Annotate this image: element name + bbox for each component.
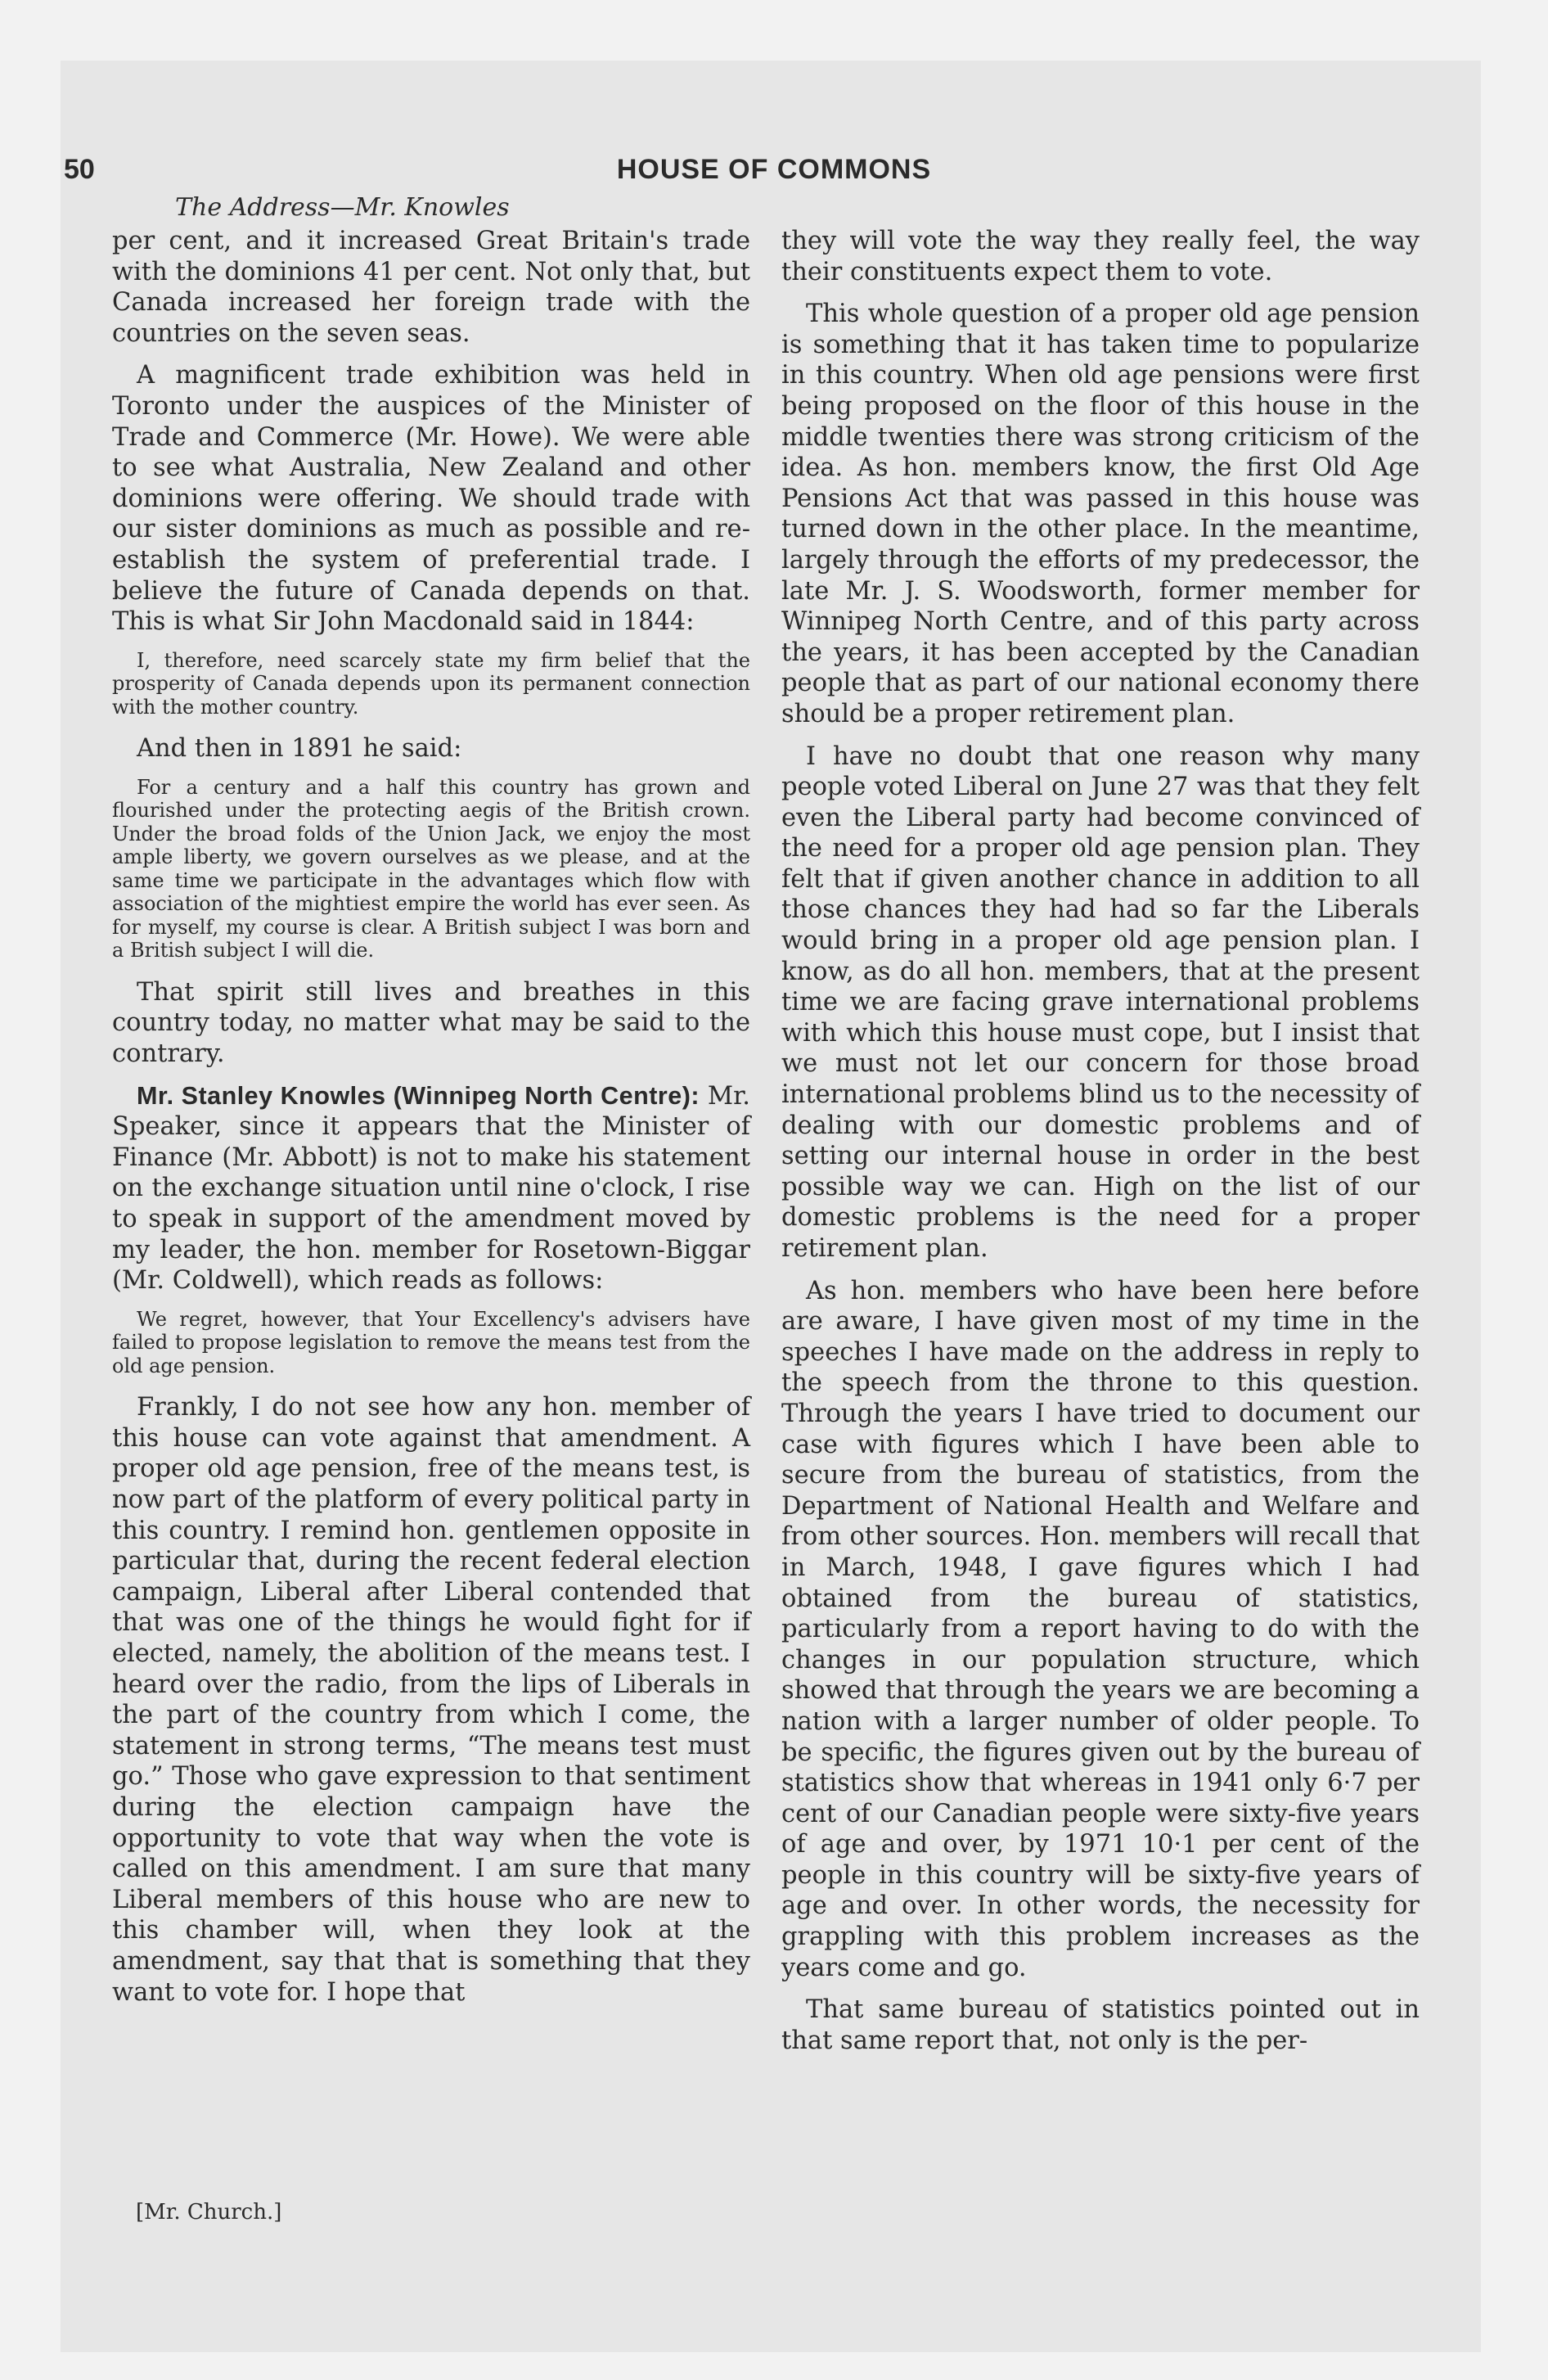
paragraph: per cent, and it increased Great Britain's trade with the dominions 41 per cent. Not only that, but Canada increased her foreign trade with the countries on the seven seas. [112, 227, 750, 348]
speech-text: Mr. Speaker, since it appears that the Minister of Finance (Mr. Abbott) is not to make his statement on the exchange situation until nine o'clock, I rise to speak in support of the amendment moved by my leader, the hon. member for Rosetown-Biggar (Mr. Coldwell), which reads as follows: [112, 1081, 750, 1296]
paragraph: I have no doubt that one reason why many people voted Liberal on June 27 was that they felt even the Liberal party had become convinced of the need for a proper old age pension plan. They felt that if given another chance in addition to all those chances they had had so far the Liberals would bring in a proper old age pension plan. I know, as do all hon. members, that at the present time we are facing grave international problems with which this house must cope, but I insist that we must not let our concern for those broad international problems blind us to the necessity of dealing with our domestic problems and of setting our internal house in order in the best possible way we can. High on the list of our domestic problems is the need for a proper retirement plan. [781, 741, 1420, 1263]
paragraph: A magnificent trade exhibition was held in Toronto under the auspices of the Minister of Trade and Commerce (Mr. Howe). We were able to see what Australia, New Zealand and other dominions were offering. We should trade with our sister dominions as much as possible and re-establish the system of preferential trade. I believe the future of Canada depends on that. This is what Sir John Macdonald said in 1844: [112, 361, 750, 637]
page-number: 50 [64, 154, 95, 185]
paragraph: That same bureau of statistics pointed out in that same report that, not only is the per- [781, 1995, 1420, 2055]
quotation: For a century and a half this country has grown and flourished under the protecting aegis of the British crown. Under the broad folds of the Union Jack, we enjoy the most ample liberty, we govern ourselves as we please, and at the same time we participate in the advantages which flow with association of the mightiest empire the world has ever seen. As for myself, my course is clear. A British subject I was born and a British subject I will die. [112, 775, 750, 962]
quotation: We regret, however, that Your Excellency's advisers have failed to propose legislation to remove the means test from the old age pension. [112, 1307, 750, 1377]
right-column [781, 226, 1420, 2067]
section-subhead: The Address—Mr. Knowles [175, 193, 510, 222]
paragraph: That spirit still lives and breathes in this country today, no matter what may be said to the contrary. [112, 977, 750, 1068]
paragraph: Frankly, I do not see how any hon. member of this house can vote against that amendment. A proper old age pension, free of the means test, is now part of the platform of every political party in this country. I remind hon. gentlemen opposite in particular that, during the recent federal election campaign, Liberal after Liberal contended that that was one of the things he would fight for if elected, namely, the abolition of the means test. I heard over the radio, from the lips of Liberals in the part of the country from which I come, the statement in strong terms, “The means test must go.” Those who gave expression to that sentiment during the election campaign have the opportunity to vote that way when the vote is called on this amendment. I am sure that many Liberal members of this house who are new to this chamber will, when they look at the amendment, say that that is something that they want to vote for. I hope that [112, 1393, 750, 2007]
running-head: HOUSE OF COMMONS [616, 154, 932, 185]
speech-paragraph [112, 1081, 750, 1296]
speaker-name: Mr. Stanley Knowles (Winnipeg North Centre): [137, 1081, 700, 1110]
left-column [112, 226, 750, 2019]
paragraph: As hon. members who have been here before are aware, I have given most of my time in the speeches I have made on the address in reply to the speech from the throne to this question. Through the years I have tried to document our case with figures which I have been able to secure from the bureau of statistics, from the Department of National Health and Welfare and from other sources. Hon. members will recall that in March, 1948, I gave figures which I had obtained from the bureau of statistics, particularly from a report having to do with the changes in our population structure, which showed that through the years we are becoming a nation with a larger number of older people. To be specific, the figures given out by the bureau of statistics show that whereas in 1941 only 6·7 per cent of our Canadian people were sixty-five years of age and over, by 1971 10·1 per cent of the people in this country will be sixty-five years of age and over. In other words, the necessity for grappling with this problem increases as the years come and go. [781, 1276, 1420, 1982]
footer-note: [Mr. Church.] [136, 2200, 282, 2224]
quotation: I, therefore, need scarcely state my firm belief that the prosperity of Canada depends upon its permanent connection with the mother country. [112, 648, 750, 719]
paragraph: This whole question of a proper old age pension is something that it has taken time to popularize in this country. When old age pensions were first being proposed on the floor of this house in the middle twenties there was strong criticism of the idea. As hon. members know, the first Old Age Pensions Act that was passed in this house was turned down in the other place. In the meantime, largely through the efforts of my predecessor, the late Mr. J. S. Woodsworth, former member for Winnipeg North Centre, and of this party across the years, it has been accepted by the Canadian people that as part of our national economy there should be a proper retirement plan. [781, 300, 1420, 728]
paragraph: And then in 1891 he said: [137, 734, 462, 764]
paragraph: they will vote the way they really feel, the way their constituents expect them to vote. [781, 227, 1420, 286]
